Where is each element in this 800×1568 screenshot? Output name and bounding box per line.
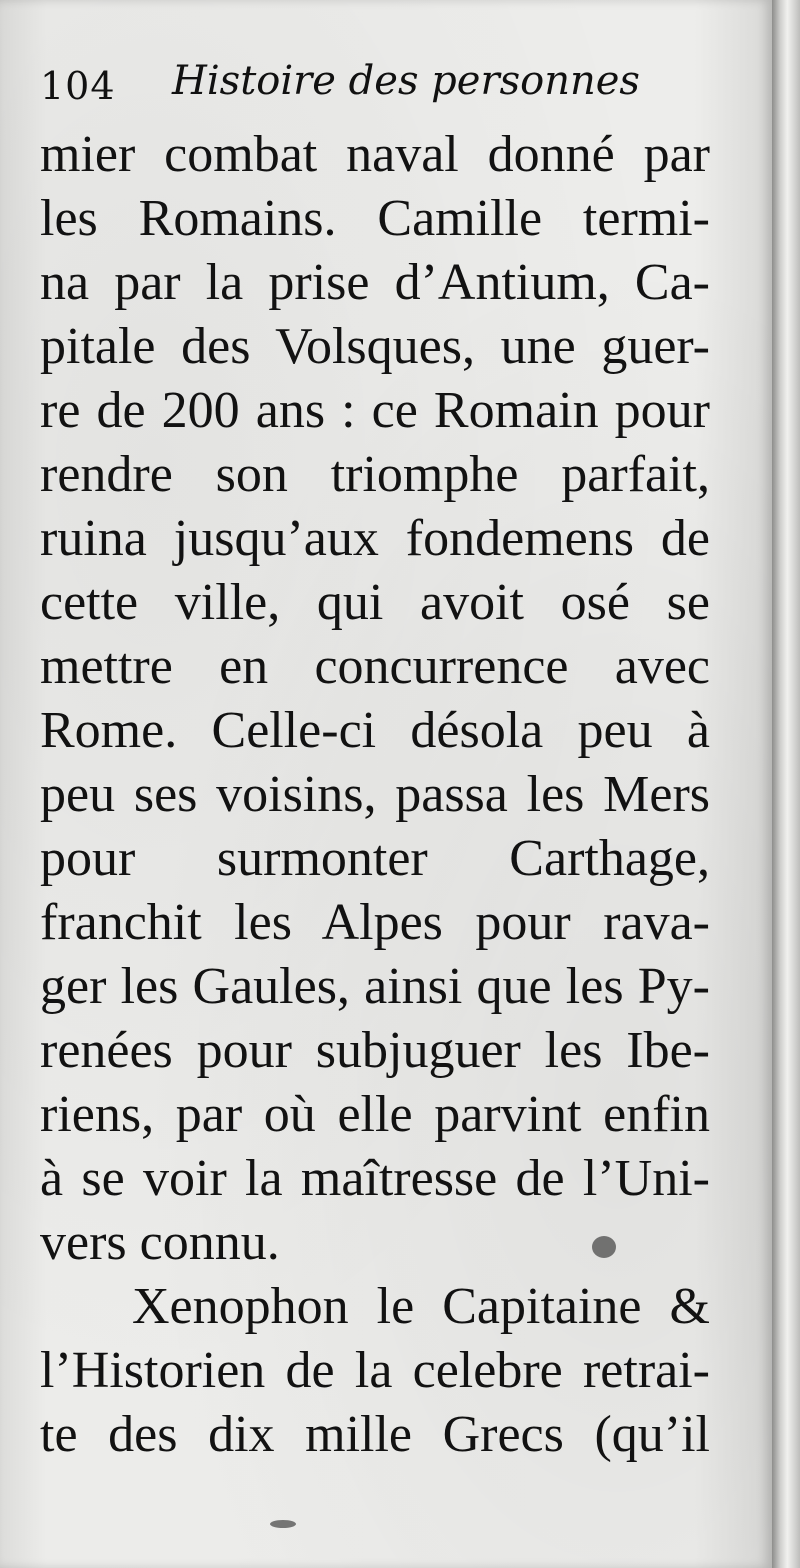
running-title: Histoire des personnes bbox=[172, 58, 640, 104]
text-line-13: franchit les Alpes pour rava- bbox=[40, 894, 710, 951]
text-line-12: pour surmonter Carthage, bbox=[40, 830, 710, 887]
ink-speck bbox=[270, 1520, 296, 1528]
ink-smudge bbox=[592, 1236, 616, 1258]
text-line-20: l’Historien de la celebre retrai- bbox=[40, 1342, 710, 1399]
text-line-4: pitale des Volsques, une guer- bbox=[40, 318, 710, 375]
text-line-8: cette ville, qui avoit osé se bbox=[40, 574, 710, 631]
text-line-6: rendre son triomphe parfait, bbox=[40, 446, 710, 503]
text-line-5: re de 200 ans : ce Romain pour bbox=[40, 382, 710, 439]
text-line-17: à se voir la maîtresse de l’Uni- bbox=[40, 1150, 710, 1207]
text-line-16: riens, par où elle parvint enfin bbox=[40, 1086, 710, 1143]
page-header bbox=[40, 58, 680, 118]
text-line-9: mettre en concurrence avec bbox=[40, 638, 710, 695]
text-line-21: te des dix mille Grecs (qu’il bbox=[40, 1406, 710, 1463]
text-line-2: les Romains. Camille termi- bbox=[40, 190, 710, 247]
page-gutter bbox=[772, 0, 800, 1568]
text-line-1: mier combat naval donné par bbox=[40, 126, 710, 183]
text-line-10: Rome. Celle-ci désola peu à bbox=[40, 702, 710, 759]
text-line-11: peu ses voisins, passa les Mers bbox=[40, 766, 710, 823]
page-number: 104 bbox=[40, 64, 116, 108]
body-text bbox=[40, 122, 720, 1462]
text-line-18: vers connu. bbox=[40, 1214, 280, 1271]
text-line-7: ruina jusqu’aux fondemens de bbox=[40, 510, 710, 567]
text-line-15: renées pour subjuguer les Ibe- bbox=[40, 1022, 710, 1079]
text-line-19: Xenophon le Capitaine & bbox=[132, 1278, 710, 1335]
text-line-14: ger les Gaules, ainsi que les Py- bbox=[40, 958, 710, 1015]
text-line-3: na par la prise d’Antium, Ca- bbox=[40, 254, 710, 311]
